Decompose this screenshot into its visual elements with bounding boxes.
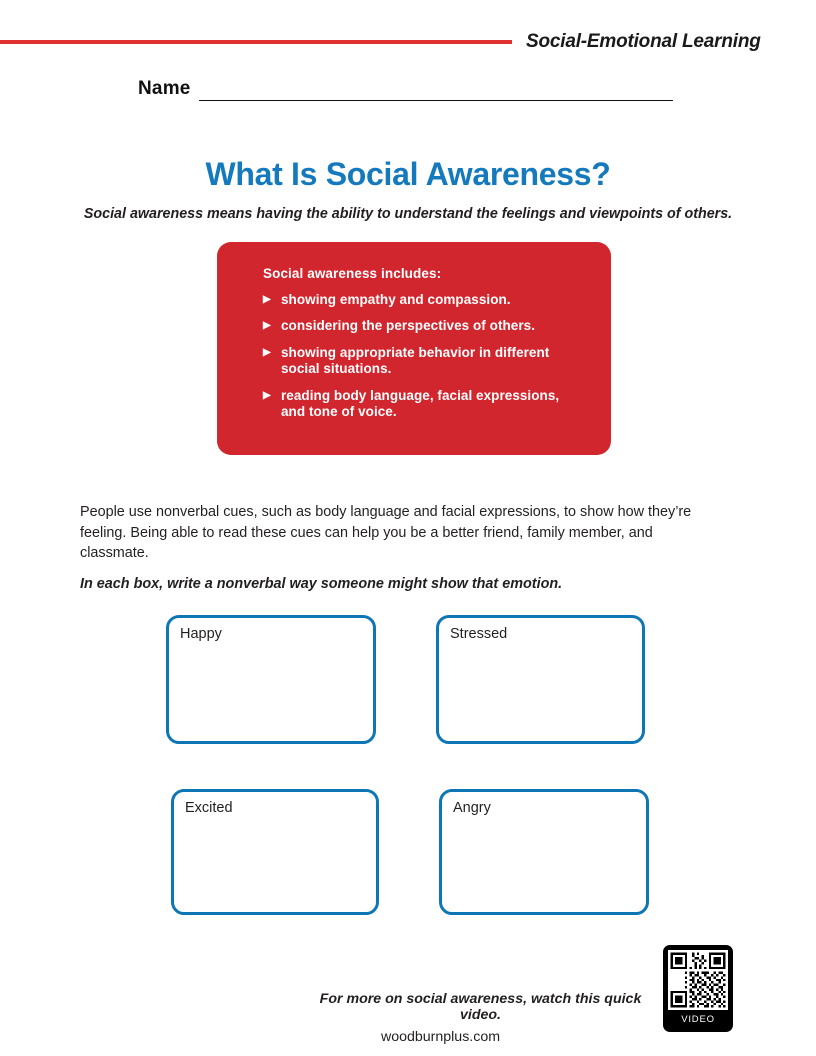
triangle-bullet-icon: ▶ <box>263 320 271 332</box>
page-title: What Is Social Awareness? <box>205 156 611 193</box>
name-input-blank[interactable] <box>199 81 673 101</box>
callout-item-text: reading body language, facial expressions, and tone of voice. <box>281 387 560 420</box>
intro-definition: Social awareness means having the ability to understand the feelings and viewpoints of others. <box>83 206 733 223</box>
callout-list-item <box>263 345 585 378</box>
triangle-bullet-icon: ▶ <box>263 346 271 358</box>
header-red-rule <box>0 40 512 44</box>
body-paragraph: People use nonverbal cues, such as body language and facial expressions, to show how they’re feeling. Being able to read these cues can help you be a better friend, family member, and classmate. <box>80 504 692 562</box>
social-awareness-callout <box>217 242 611 455</box>
emotion-box-stressed[interactable] <box>436 615 645 744</box>
video-qr-badge[interactable] <box>663 945 733 1032</box>
callout-item-text: showing appropriate behavior in different social situations. <box>281 344 550 377</box>
emotion-box-label: Stressed <box>450 626 508 642</box>
activity-instruction: In each box, write a nonverbal way someone might show that emotion. <box>80 576 563 593</box>
name-field-row <box>138 78 673 101</box>
callout-item-text: showing empathy and compassion. <box>281 292 511 307</box>
name-label: Name <box>138 78 191 99</box>
callout-list-item <box>263 292 585 308</box>
callout-list-item <box>263 318 585 334</box>
triangle-bullet-icon: ▶ <box>263 389 271 401</box>
emotion-box-label: Angry <box>453 800 491 816</box>
qr-code-icon <box>668 950 728 1010</box>
triangle-bullet-icon: ▶ <box>263 294 271 305</box>
footer-video-note: For more on social awareness, watch this quick video. <box>319 991 642 1024</box>
footer-website: woodburnplus.com <box>380 1029 501 1046</box>
emotion-box-label: Excited <box>185 800 233 816</box>
qr-caption: VIDEO <box>681 1014 715 1025</box>
callout-heading: Social awareness includes: <box>263 266 442 281</box>
emotion-box-angry[interactable] <box>439 789 649 915</box>
emotion-box-happy[interactable] <box>166 615 376 744</box>
callout-item-text: considering the perspectives of others. <box>281 318 536 334</box>
emotion-box-label: Happy <box>180 626 222 642</box>
emotion-box-excited[interactable] <box>171 789 379 915</box>
callout-list-item <box>263 388 585 421</box>
callout-list <box>263 292 585 421</box>
subject-label: Social-Emotional Learning <box>526 31 761 52</box>
